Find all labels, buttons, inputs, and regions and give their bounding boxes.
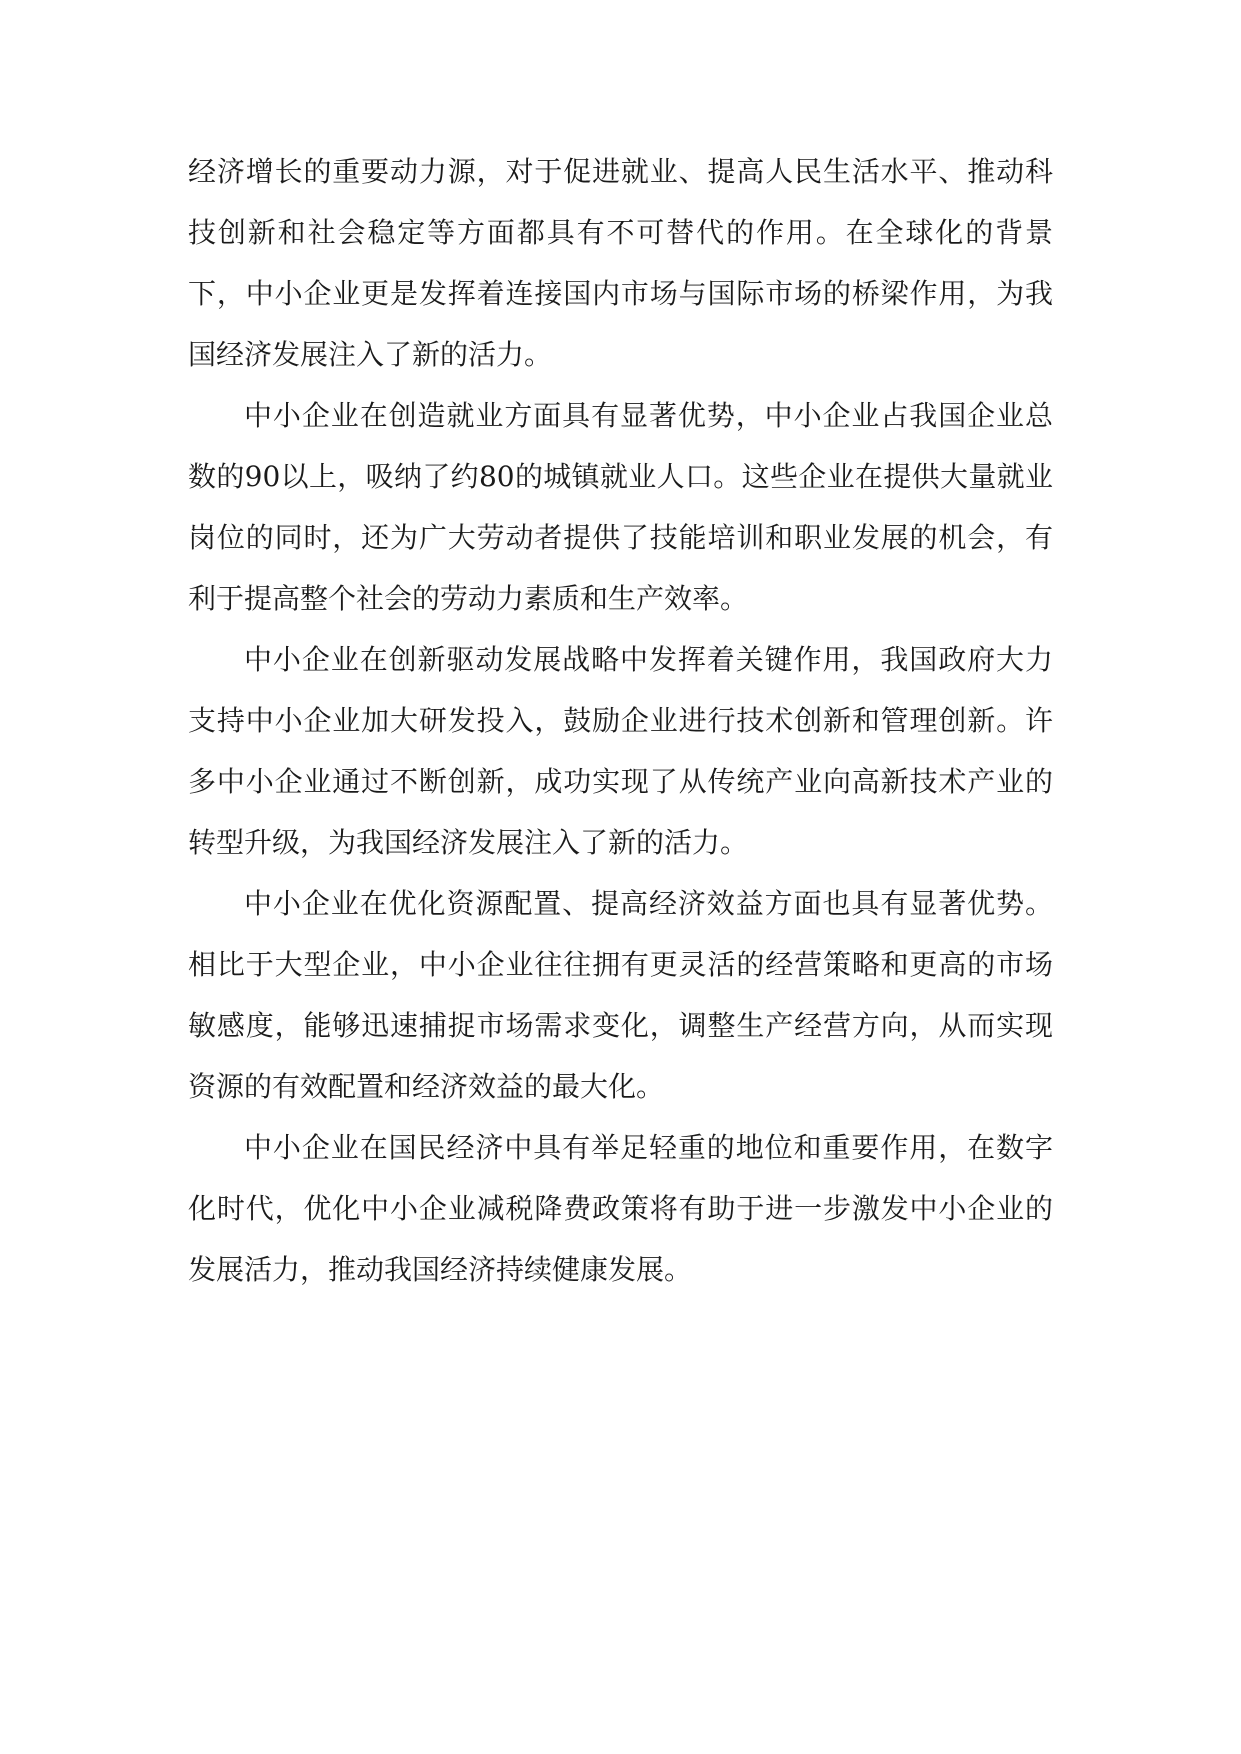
- paragraph-resource-allocation: 中小企业在优化资源配置、提高经济效益方面也具有显著优势。相比于大型企业，中小企业往往拥有更灵活的经营策略和更高的市场敏感度，能够迅速捕捉市场需求变化，调整生产经营方向，从而实现资源的有效配置和经济效益的最大化。: [188, 887, 1053, 1103]
- paragraph-continuation: 经济增长的重要动力源，对于促进就业、提高人民生活水平、推动科技创新和社会稳定等方面都具有不可替代的作用。在全球化的背景下，中小企业更是发挥着连接国内市场与国际市场的桥梁作用，为我国经济发展注入了新的活力。: [188, 155, 1053, 371]
- paragraph-innovation: 中小企业在创新驱动发展战略中发挥着关键作用，我国政府大力支持中小企业加大研发投入，鼓励企业进行技术创新和管理创新。许多中小企业通过不断创新，成功实现了从传统产业向高新技术产业的转型升级，为我国经济发展注入了新的活力。: [188, 643, 1053, 859]
- paragraph-conclusion: 中小企业在国民经济中具有举足轻重的地位和重要作用，在数字化时代，优化中小企业减税降费政策将有助于进一步激发中小企业的发展活力，推动我国经济持续健康发展。: [188, 1131, 1053, 1286]
- document-body: [188, 141, 1053, 1300]
- paragraph-employment: 中小企业在创造就业方面具有显著优势，中小企业占我国企业总数的90以上，吸纳了约80的城镇就业人口。这些企业在提供大量就业岗位的同时，还为广大劳动者提供了技能培训和职业发展的机会，有利于提高整个社会的劳动力素质和生产效率。: [188, 399, 1053, 615]
